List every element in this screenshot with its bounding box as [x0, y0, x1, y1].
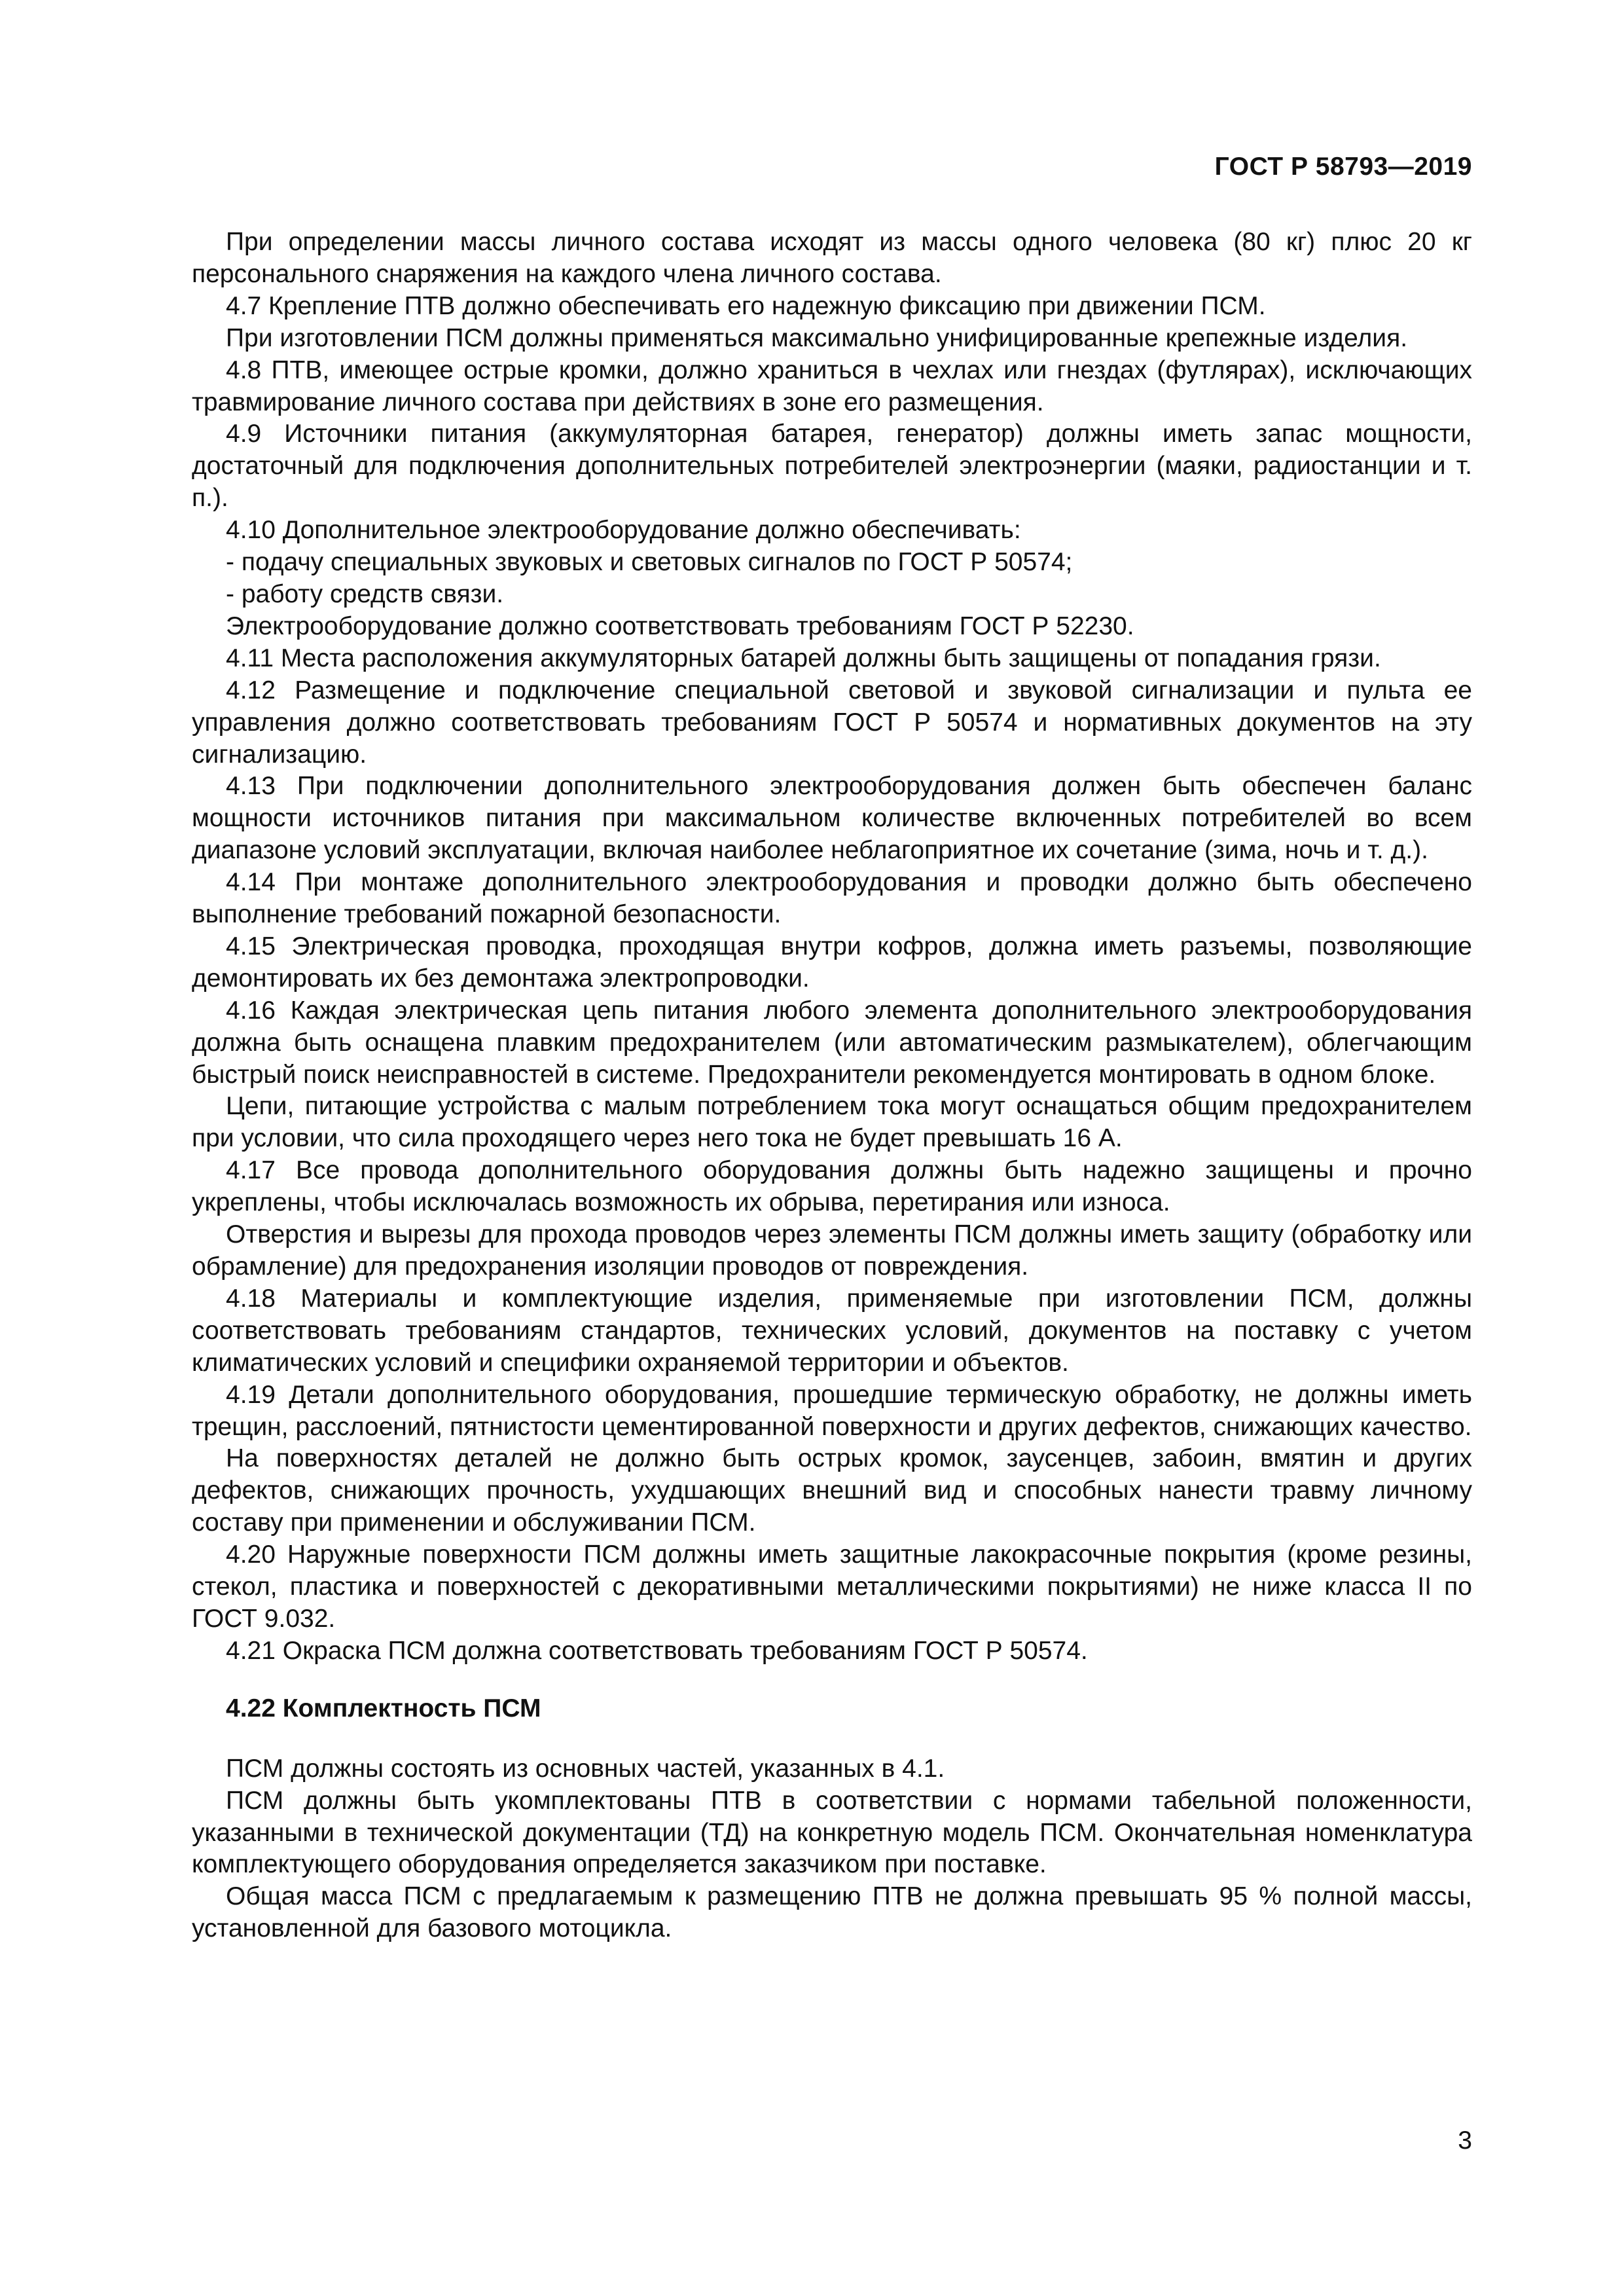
- paragraph: 4.8 ПТВ, имеющее острые кромки, должно храниться в чехлах или гнездах (футлярах), исключающих травмирование личного состава при действиях в зоне его размещения.: [192, 355, 1472, 416]
- paragraph: 4.7 Крепление ПТВ должно обеспечивать его надежную фиксацию при движении ПСМ.: [226, 291, 1266, 320]
- paragraph: 4.17 Все провода дополнительного оборудования должны быть надежно защищены и прочно укреплены, чтобы исключалась возможность их обрыва, перетирания или износа.: [192, 1156, 1472, 1217]
- paragraph: 4.20 Наружные поверхности ПСМ должны иметь защитные лакокрасочные покрытия (кроме резины, стекол, пластика и поверхностей с декоративными металлическими покрытиями) не ниже класса II по ГОСТ 9.032.: [192, 1540, 1472, 1633]
- paragraph: Цепи, питающие устройства с малым потреблением тока могут оснащаться общим предохранителем при условии, что сила проходящего через него тока не будет превышать 16 А.: [192, 1092, 1472, 1153]
- document-header: ГОСТ Р 58793—2019: [1214, 153, 1472, 181]
- paragraph: Общая масса ПСМ с предлагаемым к размещению ПТВ не должна превышать 95 % полной массы, установленной для базового мотоцикла.: [192, 1882, 1472, 1943]
- paragraph: 4.13 При подключении дополнительного электрооборудования должен быть обеспечен баланс мощности источников питания при максимальном количестве включенных потребителей во всем диапазоне условий эксплуатации, включая наиболее неблагоприятное их сочетание (зима, ночь и т. д.).: [192, 772, 1472, 865]
- paragraph: ПСМ должны быть укомплектованы ПТВ в соответствии с нормами табельной положенности, указанными в технической документации (ТД) на конкретную модель ПСМ. Окончательная номенклатура комплектующего оборудования определяется заказчиком при поставке.: [192, 1786, 1472, 1879]
- list-item: - подачу специальных звуковых и световых сигналов по ГОСТ Р 50574;: [226, 548, 1073, 577]
- paragraph: 4.14 При монтаже дополнительного электрооборудования и проводки должно быть обеспечено выполнение требований пожарной безопасности.: [192, 868, 1472, 929]
- paragraph: 4.10 Дополнительное электрооборудование должно обеспечивать:: [226, 516, 1021, 545]
- paragraph: 4.19 Детали дополнительного оборудования, прошедшие термическую обработку, не должны иметь трещин, расслоений, пятнистости цементированной поверхности и других дефектов, снижающих качество.: [192, 1380, 1472, 1441]
- page-number: 3: [1458, 2126, 1472, 2155]
- paragraph: На поверхностях деталей не должно быть острых кромок, заусенцев, забоин, вмятин и других дефектов, снижающих прочность, ухудшающих внешний вид и способных нанести травму личному составу при применении и обслуживании ПСМ.: [192, 1444, 1472, 1537]
- paragraph: ПСМ должны состоять из основных частей, указанных в 4.1.: [226, 1754, 945, 1783]
- paragraph: 4.21 Окраска ПСМ должна соответствовать требованиям ГОСТ Р 50574.: [226, 1636, 1088, 1665]
- paragraph: 4.9 Источники питания (аккумуляторная батарея, генератор) должны иметь запас мощности, достаточный для подключения дополнительных потребителей электроэнергии (маяки, радиостанции и т. п.).: [192, 420, 1472, 513]
- paragraph: 4.18 Материалы и комплектующие изделия, применяемые при изготовлении ПСМ, должны соответствовать требованиям стандартов, технических условий, документов на поставку с учетом климатических условий и специфики охраняемой территории и объектов.: [192, 1284, 1472, 1377]
- section-heading: 4.22 Комплектность ПСМ: [226, 1694, 541, 1722]
- list-item: - работу средств связи.: [226, 579, 504, 608]
- paragraph: 4.12 Размещение и подключение специальной световой и звуковой сигнализации и пульта ее управления должно соответствовать требованиям ГОСТ Р 50574 и нормативных документов на эту сигнализацию.: [192, 676, 1472, 769]
- paragraph: 4.11 Места расположения аккумуляторных батарей должны быть защищены от попадания грязи.: [226, 644, 1381, 672]
- paragraph: При определении массы личного состава исходят из массы одного человека (80 кг) плюс 20 кг персонального снаряжения на каждого члена личного состава.: [192, 228, 1472, 288]
- paragraph: Электрооборудование должно соответствовать требованиям ГОСТ Р 52230.: [226, 611, 1134, 640]
- paragraph: 4.16 Каждая электрическая цепь питания любого элемента дополнительного электрооборудования должна быть оснащена плавким предохранителем (или автоматическим размыкателем), облегчающим быстрый поиск неисправностей в системе. Предохранители рекомендуется монтировать в одном блоке.: [192, 996, 1472, 1089]
- paragraph: Отверстия и вырезы для прохода проводов через элементы ПСМ должны иметь защиту (обработку или обрамление) для предохранения изоляции проводов от повреждения.: [192, 1220, 1472, 1281]
- paragraph: При изготовлении ПСМ должны применяться максимально унифицированные крепежные изделия.: [226, 323, 1408, 352]
- paragraph: 4.15 Электрическая проводка, проходящая внутри кофров, должна иметь разъемы, позволяющие демонтировать их без демонтажа электропроводки.: [192, 932, 1472, 993]
- document-body: [192, 227, 1472, 1945]
